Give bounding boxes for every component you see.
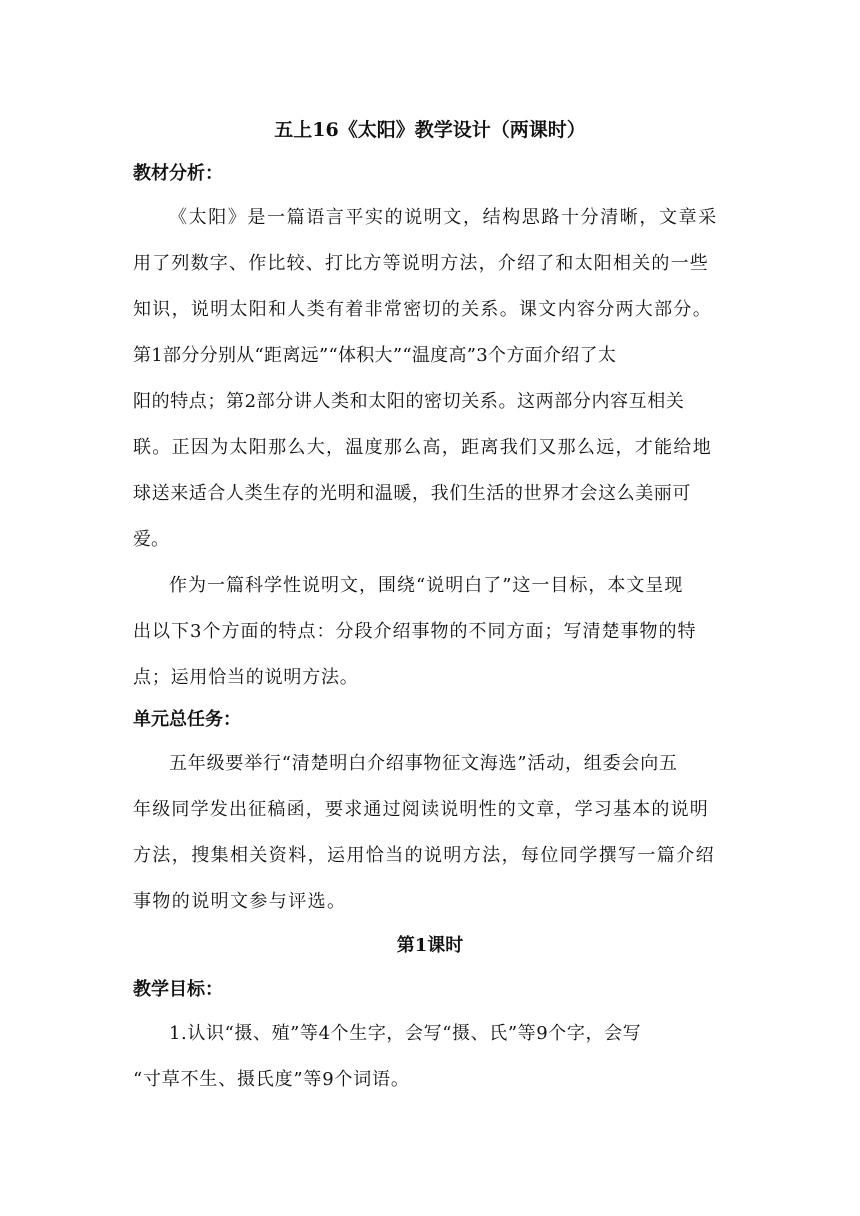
document-title: 五上16《太阳》教学设计（两课时） [274, 119, 586, 141]
paragraph-line: 《太阳》是一篇语言平实的说明文，结构思路十分清晰，文章采 [169, 207, 718, 228]
paragraph-line: 爱。 [133, 529, 169, 550]
paragraph-line: 球送来适合人类生存的光明和温暖，我们生活的世界才会这么美丽可 [133, 483, 691, 504]
paragraph-line: 作为一篇科学性说明文，围绕“说明白了”这一目标，本文呈现 [169, 575, 684, 596]
paragraph-line: 用了列数字、作比较、打比方等说明方法，介绍了和太阳相关的一些 [133, 253, 709, 274]
paragraph-line: 出以下3个方面的特点：分段介绍事物的不同方面；写清楚事物的特 [133, 621, 697, 642]
paragraph-line: 知识，说明太阳和人类有着非常密切的关系。课文内容分两大部分。 [133, 299, 712, 320]
section-heading-task: 单元总任务： [133, 709, 241, 730]
paragraph-line: 事物的说明文参与评选。 [133, 891, 347, 912]
paragraph-line: “寸草不生、摄氏度”等9个词语。 [133, 1069, 410, 1090]
section-heading-objectives: 教学目标： [133, 979, 223, 1000]
paragraph-line: 方法，搜集相关资料，运用恰当的说明方法，每位同学撰写一篇介绍 [133, 845, 715, 866]
paragraph-line: 联。正因为太阳那么大，温度那么高，距离我们又那么远，才能给地 [133, 437, 712, 458]
lesson-title: 第1课时 [396, 935, 464, 956]
paragraph-line: 年级同学发出征稿函，要求通过阅读说明性的文章，学习基本的说明 [133, 799, 709, 820]
paragraph-line: 阳的特点；第2部分讲人类和太阳的密切关系。这两部分内容互相关 [133, 391, 685, 412]
paragraph-line: 点；运用恰当的说明方法。 [133, 667, 359, 688]
paragraph-line: 第1部分分别从“距离远”“体积大”“温度高”3个方面介绍了太 [133, 345, 617, 366]
section-heading-analysis: 教材分析： [133, 163, 223, 184]
paragraph-line: 五年级要举行“清楚明白介绍事物征文海选”活动，组委会向五 [169, 753, 678, 774]
paragraph-line: 1.认识“摄、殖”等4个生字，会写“摄、氏”等9个字，会写 [169, 1023, 642, 1044]
